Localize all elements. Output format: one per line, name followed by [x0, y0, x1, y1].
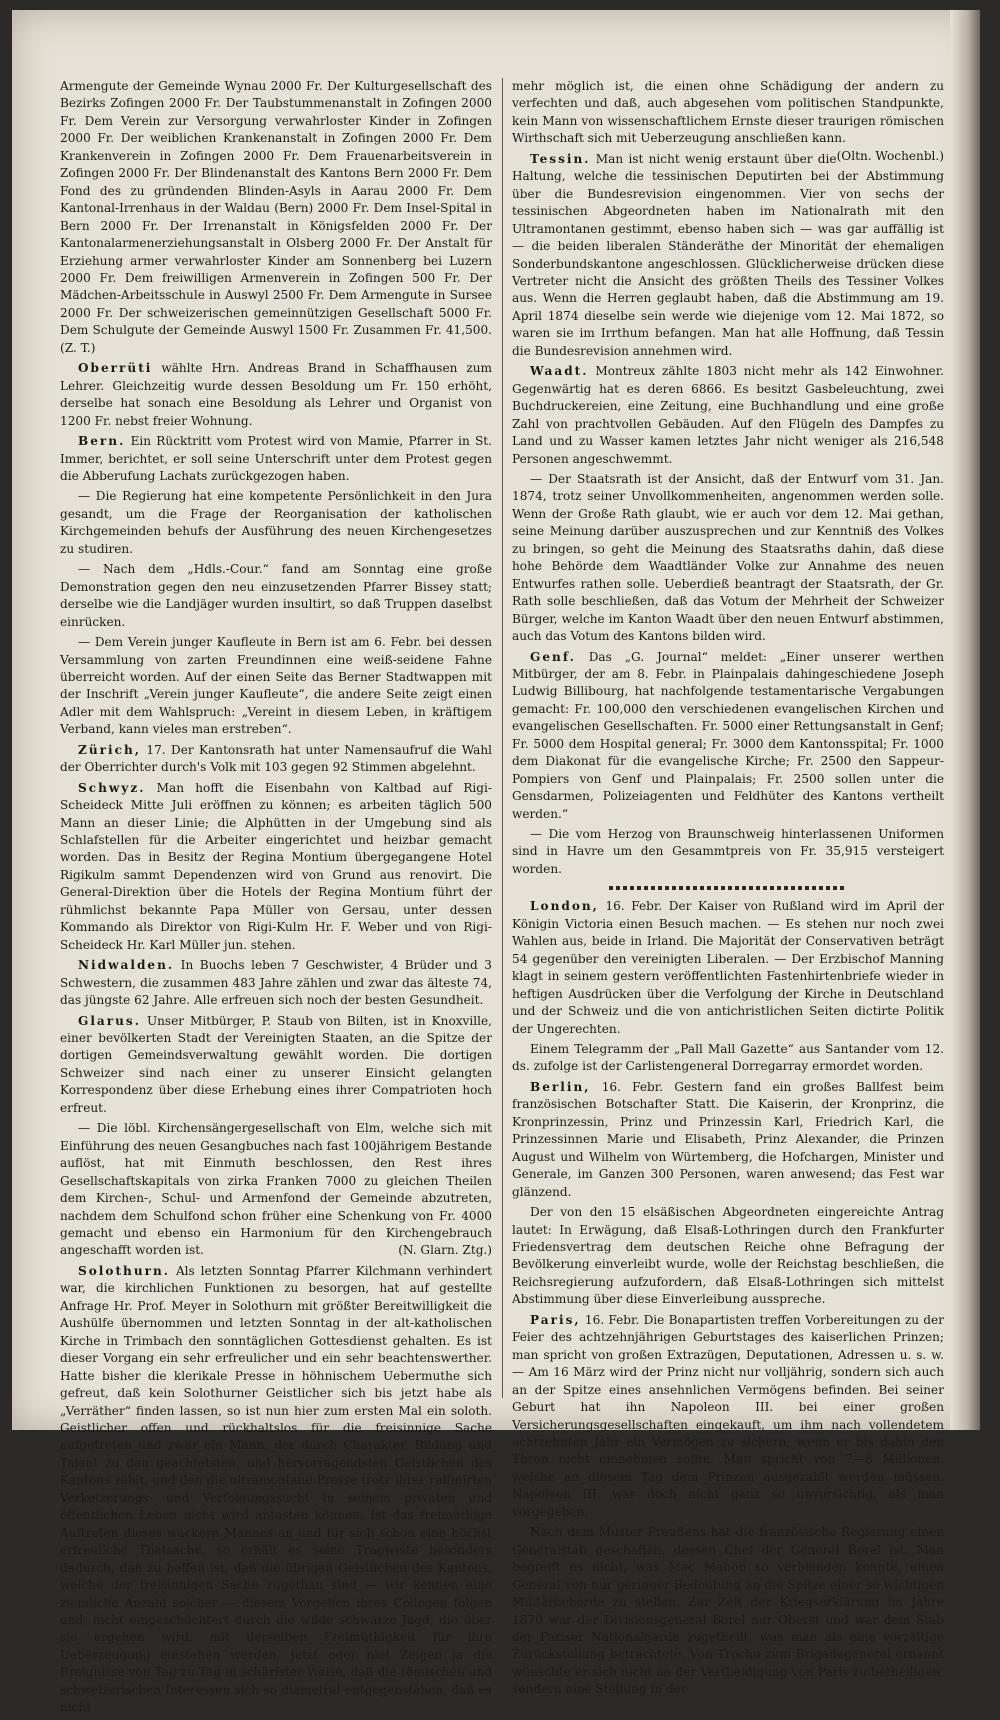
article-paragraph: — Die löbl. Kirchensängergesellschaft von Elm, welche sich mit Einführung des neuen Gesangbuches nach fast 100jährigem Bestande auflöst, hat mit Einmuth beschlossen, den Rest ihres Gesellschaftskapitals von zirka Franken 7000 zu gleichen Theilen dem Kirchen-, Schul- und Armenfond der Gemeinde abzutreten, nachdem dem Schulfond schon früher eine Schenkung von Fr. 4000 gemacht und ebenso ein Harmonium für den Kirchengebrauch angeschafft worden ist. (N. Glarn. Ztg.) — [60, 1120, 492, 1260]
article-paragraph: Einem Telegramm der „Pall Mall Gazette“ aus Santander vom 12. ds. zufolge ist der Carlistengeneral Dorregarray ermordet worden. — [512, 1042, 944, 1074]
article-paragraph: London, 16. Febr. Der Kaiser von Rußland wird im April der Königin Victoria einen Besuch machen. — Es stehen nur noch zwei Wahlen aus, beide in Irland. Die Majorität der Conservativen beträgt 54 gegenüber den vereinigten Liberalen. — Der Erzbischof Manning klagt in seinem gestern veröffentlichten Fastenhirtenbriefe wieder in heftigen Ausdrücken über die Verfolgung der Kirche in Deutschland und der Schweiz und die von antichristlichen Seiten dictirte Politik der Ungerechten. — [512, 899, 944, 1036]
dateline: Paris, — [530, 1312, 581, 1327]
source-citation: (Oltn. Wochenbl.) — [836, 148, 944, 163]
article-paragraph: Paris, 16. Febr. Die Bonapartisten treffen Vorbereitungen zu der Feier des achtzehnjährigen Geburtstages des kaiserlichen Prinzen; man spricht von großen Extrazügen, Deputationen, Adressen u. s. w. — Am 16 März wird der Prinz nicht nur volljährig, sondern sich auch an der Spitze eines ansehnlichen Vermögens befinden. Bei seiner Geburt hat ihn Napoleon III. bei einer großen Versicherungsgesellschaften eingekauft, um ihm nach vollendetem achtzehnten Jahr ein Vermögen zu sichern, wenn er bis dahin den Thron nicht einnehmen sollte. Man spricht von 7—8 Millionen, welche an diesem Tag dem Prinzen ausgezahlt werden müssen. Napoleon III. war doch nicht ganz so unvorsichtig, als man vorgegeben. — [512, 1312, 944, 1519]
right-column — [512, 78, 944, 1702]
newspaper-page — [12, 10, 980, 1715]
dateline: Schwyz. — [78, 780, 146, 795]
dateline: Waadt. — [530, 364, 589, 379]
dateline: Glarus. — [78, 1013, 141, 1028]
article-paragraph: Armengute der Gemeinde Wynau 2000 Fr. Der Kulturgesellschaft des Bezirks Zofingen 2000 Fr. Der Taubstummenanstalt in Zofingen 2000 Fr. Dem Verein zur Versorgung verwahrloster Kinder in Zofingen 2000 Fr. Der weiblichen Krankenanstalt in Zofingen 2000 Fr. Dem Krankenverein in Zofingen 2000 Fr. Dem Frauenarbeitsverein in Zofingen 2000 Fr. Der Blindenanstalt des Kantons Bern 2000 Fr. Dem Fond des zu gründenden Blinden-Asyls in Aarau 2000 Fr. Dem Kantonal-Irrenhaus in der Waldau (Bern) 2000 Fr. Dem Insel-Spital in Bern 2000 Fr. Der Irrenanstalt in Königsfelden 2000 Fr. Der Kantonalarmenerziehungsanstalt in Olsberg 2000 Fr. Der Anstalt für Erziehung armer verwahrloster Kinder am Sonnenberg bei Luzern 2000 Fr. Dem freiwilligen Armenverein in Zofingen 500 Fr. Der Mädchen-Arbeitsschule in Auswyl 2500 Fr. Dem Armengute in Sursee 2000 Fr. Der schweizerischen gemeinnützigen Gesellschaft 5000 Fr. Dem Schulgute der Gemeinde Auswyl 1500 Fr. Zusammen Fr. 41,500. (Z. T.) — [60, 79, 492, 355]
article-paragraph: Berlin, 16. Febr. Gestern fand ein großes Ballfest beim französischen Botschafter Statt. Die Kaiserin, der Kronprinz, die Kronprinzessin, Prinz und Prinzessin Karl, Friedrich Karl, die Prinzessinnen Marie und Elisabeth, Prinz Alexander, die Prinzen August und Wilhelm von Würtemberg, die Hofchargen, Minister und Generale, im Ganzen 300 Personen, waren anwesend; das Fest war glänzend. — [512, 1079, 944, 1199]
article-paragraph: Nidwalden. In Buochs leben 7 Geschwister, 4 Brüder und 3 Schwestern, die zusammen 483 Jahre zählen und zwar das älteste 74, das jüngste 62 Jahre. Alle erfreuen sich noch der besten Gesundheit. — [60, 958, 492, 1008]
article-paragraph: mehr möglich ist, die einen ohne Schädigung der andern zu verfechten und daß, auch abgesehen vom politischen Standpunkte, kein Mann von wissenschaftlichem Ernste dieser traurigen römischen Wirthschaft sich mit Ueberzeugung anschließen kann. (Oltn. Wochenbl.) — [512, 78, 944, 148]
article-paragraph: — Die vom Herzog von Braunschweig hinterlassenen Uniformen sind in Havre um den Gesammtpreis von Fr. 35,915 versteigert worden. — [512, 827, 944, 876]
dateline: Nidwalden. — [78, 958, 175, 973]
article-paragraph: Oberrüti wählte Hrn. Andreas Brand in Schaffhausen zum Lehrer. Gleichzeitig wurde dessen Besoldung um Fr. 150 erhöht, derselbe hat sonach eine Besoldung als Lehrer und Organist von 1200 Fr. nebst freier Wohnung. — [60, 361, 492, 428]
article-paragraph: Zürich, 17. Der Kantonsrath hat unter Namensaufruf die Wahl der Oberrichter durch's Volk mit 103 gegen 92 Stimmen abgelehnt. — [60, 742, 492, 775]
left-column — [60, 78, 492, 1720]
article-paragraph: Genf. Das „G. Journal“ meldet: „Einer unserer werthen Mitbürger, der am 8. Febr. in Plainpalais dahingeschiedene Joseph Ludwig Billibourg, hat nachfolgende testamentarische Vergabungen gemacht: Fr. 100,000 den verschiedenen evangelischen Kirchen und evangelischen Gesellschaften. Fr. 5000 einer Rettungsanstalt in Genf; Fr. 5000 dem Hospital general; Fr. 3000 dem Kantonsspital; Fr. 1000 dem Diakonat für die evangelische Kirche; Fr. 2500 den Sappeur-Pompiers von Genf und Plainpalais; Fr. 2500 sollen unter die Gensdarmen, Polizeiagenten und Feldhüter des Kantons vertheilt werden.“ — [512, 649, 944, 821]
article-paragraph: — Der Staatsrath ist der Ansicht, daß der Entwurf vom 31. Jan. 1874, trotz seiner Unvollkommenheiten, angenommen werden solle. Wenn der Große Rath glaubt, wie er auch vor dem 12. Mai gethan, seine Meinung darüber auszusprechen und zur Kenntniß des Volkes zu bringen, so geht die Meinung des Staatsraths dahin, daß diese hohe Behörde dem Waadtländer Volke zur Annahme des neuen Entwurfes rathen solle. Ueberdieß beantragt der Staatsrath, der Gr. Rath solle beschließen, daß das Votum der Mehrheit der Schweizer Bürger, welche im Kanton Waadt über den neuen Entwurf abstimmen, auch das Votum des Kantons bilden wird. — [512, 471, 944, 644]
dateline: Tessin. — [530, 151, 591, 166]
article-paragraph: Der von den 15 elsäßischen Abgeordneten eingereichte Antrag lautet: In Erwägung, daß Elsaß-Lothringen durch den Frankfurter Friedensvertrag dem deutschen Reiche ohne Befragung der Bevölkerung einverleibt wurde, wolle der Reichstag beschließen, die Reichsregierung aufzufordern, daß Elsaß-Lothringen sich mittelst Abstimmung über diese Einverleibung ausspreche. — [512, 1205, 944, 1307]
source-citation: (N. Glarn. Ztg.) — [398, 1243, 492, 1258]
article-paragraph: Glarus. Unser Mitbürger, P. Staub von Bilten, ist in Knoxville, einer bevölkerten Stadt der Vereinigten Staaten, an die Spitze der dortigen Gemeindsverwaltung gewählt worden. Die dortigen Schweizer sind nach einer zu unserer Einsicht gelangten Korrespondenz über diese Erhebung eines ihrer Compatrioten hoch erfreut. — [60, 1013, 492, 1115]
section-separator — [609, 886, 847, 890]
article-paragraph: Waadt. Montreux zählte 1803 nicht mehr als 142 Einwohner. Gegenwärtig hat es deren 6866. Es besitzt Gasbeleuchtung, zwei Buchdruckereien, eine Zeitung, eine Buchhandlung und eine große Zahl von prachtvollen Gebäuden. Auf den Flügeln des Dampfes zu Land und zu Wasser kamen letztes Jahr nicht weniger als 216,548 Personen angeschwemmt. — [512, 364, 944, 466]
dateline: Solothurn. — [78, 1263, 171, 1278]
dateline: Oberrüti — [78, 361, 153, 376]
article-paragraph: Tessin. Man ist nicht wenig erstaunt über die Haltung, welche die tessinischen Deputirten bei der Abstimmung über die Bundesrevision eingenommen. Vier von sechs der tessinischen Abgeordneten haben im Nationalrath mit den Ultramontanen gestimmt, ebenso haben sich — was gar auffällig ist — die beiden liberalen Ständeräthe der Minorität der ehemaligen Sonderbundskantone angeschlossen. Glücklicherweise drücken diese Vertreter nicht die Ansicht des größten Theils des Tessiner Volkes aus. Wenn die Herren geglaubt haben, daß die Abstimmung am 19. April 1874 dieselbe sein werde wie diejenige vom 12. Mai 1872, so waren sie im Irrthum befangen. Man hat alle Hoffnung, daß Tessin die Bundesrevision annehmen wird. — [512, 151, 944, 358]
article-paragraph: — Nach dem „Hdls.-Cour.“ fand am Sonntag eine große Demonstration gegen den neu einzusetzenden Pfarrer Bissey statt; derselbe wie die Landjäger wurden insultirt, so daß Truppen daselbst einrücken. — [60, 562, 492, 629]
article-paragraph: — Dem Verein junger Kaufleute in Bern ist am 6. Febr. bei dessen Versammlung von zarten Freundinnen eine weiß-seidene Fahne überreicht worden. Auf der einen Seite das Berner Stadtwappen mit der Inschrift „Verein junger Kaufleute“, die andere Seite zeigt einen Adler mit dem Wahlspruch: „Vereint in diesem Leben, in kräftigem Verband, kann vieles man erstreben“. — [60, 635, 492, 737]
article-paragraph: Bern. Ein Rücktritt vom Protest wird von Mamie, Pfarrer in St. Immer, berichtet, er soll seine Unterschrift unter dem Protest gegen die Abberufung Lachats zurückgezogen haben. — [60, 434, 492, 483]
page-edge-shadow — [950, 10, 980, 1430]
dateline: Genf. — [530, 649, 576, 664]
dateline: Berlin, — [530, 1079, 591, 1094]
article-paragraph: Nach dem Muster Preußens hat die französische Regierung einen Generalstab geschaffen, dessen Chef der General Borel ist. Man begreift es nicht, was Mac Mahon so verblenden konnte, einen General von nur geringer Bedeutung an die Spitze einer so wichtigen Militärbehörde zu stellen. Zur Zeit der Kriegserklärung im Jahre 1870 war der Divisionsgeneral Borel nur Oberst und war dem Stab der Pariser Nationalgarde zugetheilt, was man als eine vorzeitige Zurückstellung betrachtete. Von Trochu zum Brigadegeneral ernannt wünschte er sich nicht an der Vertheidigung von Paris zu betheiligen, sondern eine Stellung in der — [512, 1525, 944, 1697]
dateline: Zürich, — [78, 742, 141, 757]
column-rule — [502, 78, 503, 1398]
article-paragraph: Solothurn. Als letzten Sonntag Pfarrer Kilchmann verhindert war, die kirchlichen Funktionen zu besorgen, hat auf gestellte Anfrage Hr. Prof. Meyer in Solothurn mit größter Bereitwilligkeit die Aushülfe übernommen und letzten Sonntag in der alt-katholischen Kirche in Trimbach den sonntäglichen Gottesdienst gehalten. Es ist dieser Vorgang ein sehr erfreulicher und ein sehr beachtenswerther. Hatte bisher die klerikale Presse in höhnischem Uebermuthe sich gefreut, daß kein Solothurner Geistlicher sich bis jetzt habe als „Verräther“ finden lassen, so ist nun hier zum ersten Mal ein soloth. Geistlicher offen und rückhaltslos für die freisinnige Sache aufgetreten und zwar ein Mann, der durch Charakter, Bildung und Talent zu den geachtetsten, und hervorragendsten Geistlichen des Kantons zählt, und den die ultramontane Presse trotz ihrer raffinirten Verketzerungs- und Verfolgungssucht in seinem privaten und öffentlichen Leben nicht wird antasten können. Ist das freimüthige Auftreten dieses wackern Mannes an und für sich schon eine höchst erfreuliche Thatsache, so erhält es seine Tragweite besonders dadurch, daß zu hoffen ist, daß die übrigen Geistlichen des Kantons, welche der freisinnigen Sache zugethan sind — wir kennen eine ziemliche Anzahl solcher — diesem Vorgehen ihres Collegen folgen und, nicht eingeschüchtert durch die wilde schwarze Jagd, die über sie ergehen wird, mit derselben Freimüthigkeit für ihre Ueberzeugung einstehen werden. Jetzt oder nie! Zeigen ja die Ereignisse von Tag zu Tag in schärfster Weise, daß die römischen und schweizerischen Interessen sich so diametral entgegenstehen, daß es nicht — [60, 1263, 492, 1715]
article-paragraph: — Die Regierung hat eine kompetente Persönlichkeit in den Jura gesandt, um die Frage der Reorganisation der katholischen Kirchgemeinden behufs der Ausführung des neuen Kirchengesetzes zu studiren. — [60, 489, 492, 556]
article-paragraph: Schwyz. Man hofft die Eisenbahn von Kaltbad auf Rigi-Scheideck Mitte Juli eröffnen zu können; es arbeiten täglich 500 Mann an dieser Linie; die Alphütten in der Umgebung sind als Schlafstellen für die Arbeiter eingerichtet und heizbar gemacht worden. Das in Besitz der Regina Montium übergegangene Hotel Rigikulm sammt Dependenzen wird von Grund aus renovirt. Die General-Direktion über die Hotels der Regina Montium führt der rühmlichst bekannte Papa Müller von Gersau, unter dessen Kommando als Direktor von Rigi-Kulm Hr. F. Weber und von Rigi-Scheideck Hr. Karl Müller jun. stehen. — [60, 780, 492, 952]
dateline: London, — [530, 899, 599, 914]
dateline: Bern. — [78, 434, 126, 449]
